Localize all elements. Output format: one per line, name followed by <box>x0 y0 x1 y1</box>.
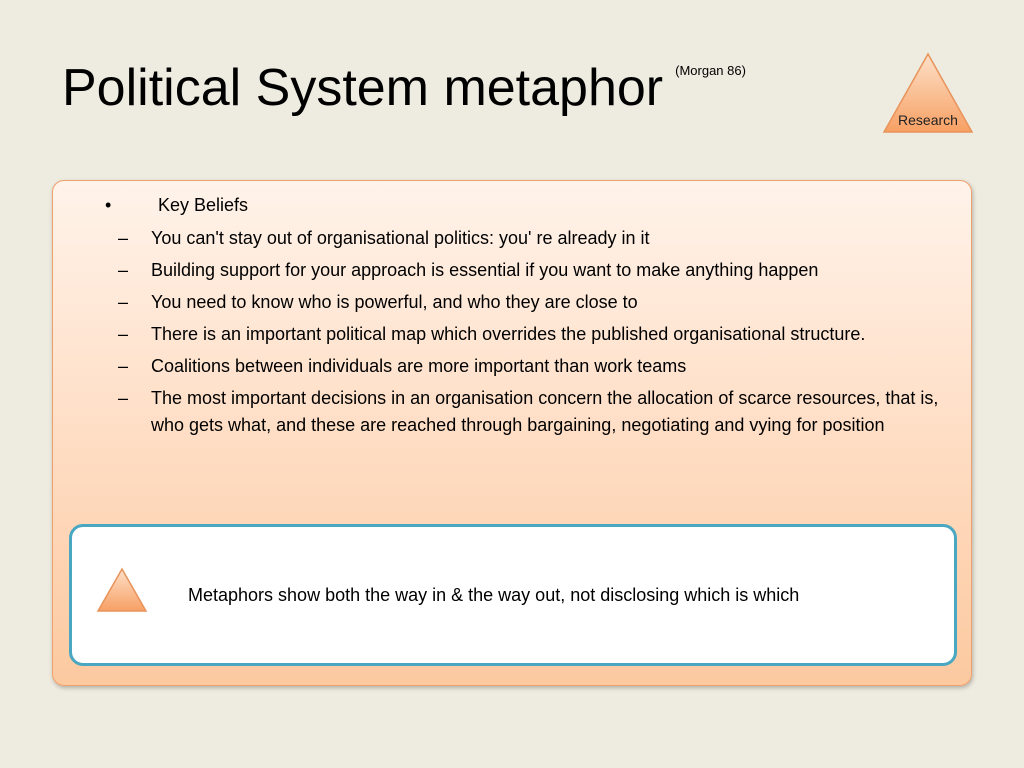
key-beliefs-panel <box>52 180 972 686</box>
list-item-text: Building support for your approach is essential if you want to make anything happen <box>151 260 819 280</box>
list-item <box>118 257 958 284</box>
bullet-marker: • <box>105 195 112 215</box>
dash-marker: – <box>118 356 129 376</box>
list-item <box>118 321 958 348</box>
sub-bullet-list <box>118 225 958 444</box>
title-citation: (Morgan 86) <box>675 63 746 78</box>
list-item <box>118 289 958 316</box>
list-item-text: The most important decisions in an organisation concern the allocation of scarce resources, that is, who gets what, and these are reached through bargaining, negotiating and vying for position <box>151 388 939 435</box>
dash-marker: – <box>118 260 129 280</box>
dash-marker: – <box>118 388 129 408</box>
bullet-heading: Key Beliefs <box>158 195 249 215</box>
dash-marker: – <box>118 228 129 248</box>
triangle-icon <box>96 567 148 613</box>
list-item-text: You can't stay out of organisational politics: you' re already in it <box>151 228 650 248</box>
metaphor-callout-box <box>69 524 957 666</box>
callout-text: Metaphors show both the way in & the way out, not disclosing which is which <box>188 585 800 605</box>
list-item-text: There is an important political map which overrides the published organisational structure. <box>151 324 866 344</box>
list-item-text: You need to know who is powerful, and who they are close to <box>151 292 638 312</box>
slide-title-block <box>62 59 746 117</box>
slide-title: Political System metaphor <box>62 59 664 117</box>
list-item <box>118 225 958 252</box>
research-label: Research <box>898 112 958 128</box>
list-item <box>118 385 958 439</box>
list-item <box>118 353 958 380</box>
dash-marker: – <box>118 324 129 344</box>
research-badge <box>882 52 974 136</box>
dash-marker: – <box>118 292 129 312</box>
list-item-text: Coalitions between individuals are more important than work teams <box>151 356 687 376</box>
